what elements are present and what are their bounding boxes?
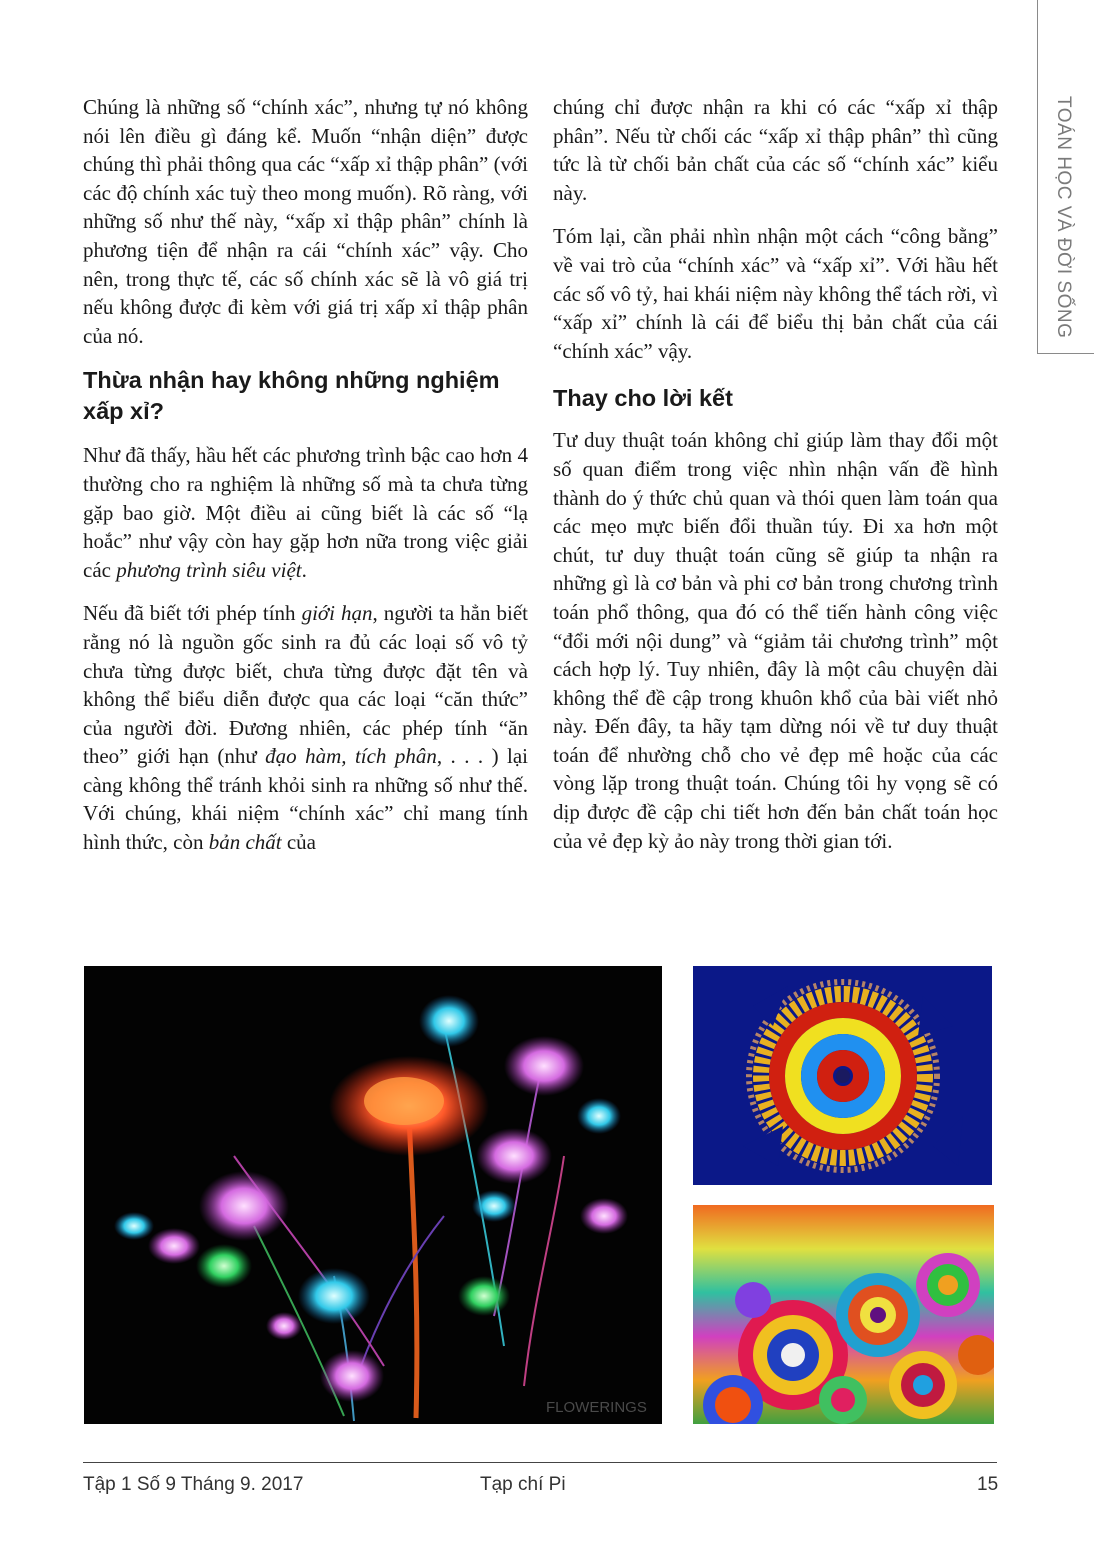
left-paragraph-1: Chúng là những số “chính xác”, nhưng tự nó không nói lên điều gì đáng kể. Muốn “nhận diện” được chúng thì phải thông qua các “xấp xỉ thập phân” (với các độ chính xác tuỳ theo mong muốn). Rõ ràng, với những số như thế này, “xấp xỉ thập phân” chính là phương tiện để nhận ra cái “chính xác” vậy. Cho nên, trong thực tế, các số chính xác sẽ là vô giá trị nếu không được đi kèm với giá trị xấp xỉ thập phân của nó. xyxy=(83,95,528,348)
italic-term: phương trình siêu việt xyxy=(116,557,302,582)
italic-term: đạo hàm, tích phân xyxy=(265,744,437,769)
footer-page-number: 15 xyxy=(977,1474,999,1495)
footer-journal-name: Tạp chí Pi xyxy=(480,1474,566,1495)
section-heading-conclusion: Thay cho lời kết xyxy=(553,385,733,412)
left-column xyxy=(83,93,528,872)
italic-term: giới hạn xyxy=(301,601,373,626)
right-column xyxy=(553,93,998,870)
spiral-fractal-image xyxy=(693,966,992,1185)
right-paragraph-1: chúng chỉ được nhận ra khi có các “xấp xỉ thập phân”. Nếu từ chối các “xấp xỉ thập phân” thì cũng tức là từ chối bản chất của các số “chính xác” kiểu này. xyxy=(553,95,998,205)
footer-issue: Tập 1 Số 9 Tháng 9. 2017 xyxy=(83,1474,304,1495)
right-paragraph-3: Tư duy thuật toán không chỉ giúp làm thay đổi một số quan điểm trong việc nhìn nhận vấn đề hình thành do ý thức chủ quan và thói quen làm toán qua các mẹo mực biến đổi thuần túy. Đi xa hơn một chút, tư duy thuật toán cũng sẽ giúp ta nhận ra những gì là cơ bản và phi cơ bản trong chương trình toán phổ thông, qua đó có thể tiến hành công việc “đổi mới nội dung” và “giảm tải chương trình” một cách hợp lý. Tuy nhiên, đây là một câu chuyện dài không thể đề cập trong khuôn khổ của bài viết nhỏ này. Đến đây, ta hãy tạm dừng nói về tư duy thuật toán để nhường chỗ cho vẻ đẹp mê hoặc của các vòng lặp trong thuật toán. Chúng tôi hy vọng sẽ có dịp được đề cập chi tiết hơn đến bản chất toán học của vẻ đẹp kỳ ảo này trong thời gian tới. xyxy=(553,428,998,853)
section-heading-approximate-roots: Thừa nhận hay không những nghiệm xấp xỉ? xyxy=(83,367,500,425)
footer-rule xyxy=(83,1462,997,1463)
left-paragraph-2: Như đã thấy, hầu hết các phương trình bậc cao hơn 4 thường cho ra nghiệm là những số mà ta chưa từng gặp bao giờ. Một điều ai cũng biết là các số “lạ hoắc” như vậy còn hay gặp hơn nữa trong việc giải các phương trình siêu việt. xyxy=(83,443,528,582)
fractal-flower-image xyxy=(84,966,662,1424)
section-side-tab-label: TOÁN HỌC VÀ ĐỜI SỐNG xyxy=(1053,96,1074,339)
right-paragraph-2: Tóm lại, cần phải nhìn nhận một cách “công bằng” về vai trò của “chính xác” và “xấp xỉ”. Với hầu hết các số vô tỷ, hai khái niệm này không thể tách rời, vì “xấp xỉ” chính là cái để biểu thị bản chất của cái “chính xác” vậy. xyxy=(553,224,998,363)
image-watermark: FLOWERINGS xyxy=(546,1399,647,1416)
italic-term: bản chất xyxy=(208,830,282,855)
section-side-tab xyxy=(1037,0,1094,354)
left-paragraph-3: Nếu đã biết tới phép tính giới hạn, người ta hẳn biết rằng nó là nguồn gốc sinh ra đủ các loại số vô tỷ chưa từng được biết, chưa từng được đặt tên và không thể biểu diễn được qua các loại “căn thức” của người đời. Đương nhiên, các phép tính “ăn theo” giới hạn (như đạo hàm, tích phân, . . . ) lại càng không thể tránh khỏi sinh ra những số như thế. Với chúng, khái niệm “chính xác” chỉ mang tính hình thức, còn bản chất của xyxy=(83,601,529,855)
flower-fractal-image xyxy=(693,1205,994,1424)
